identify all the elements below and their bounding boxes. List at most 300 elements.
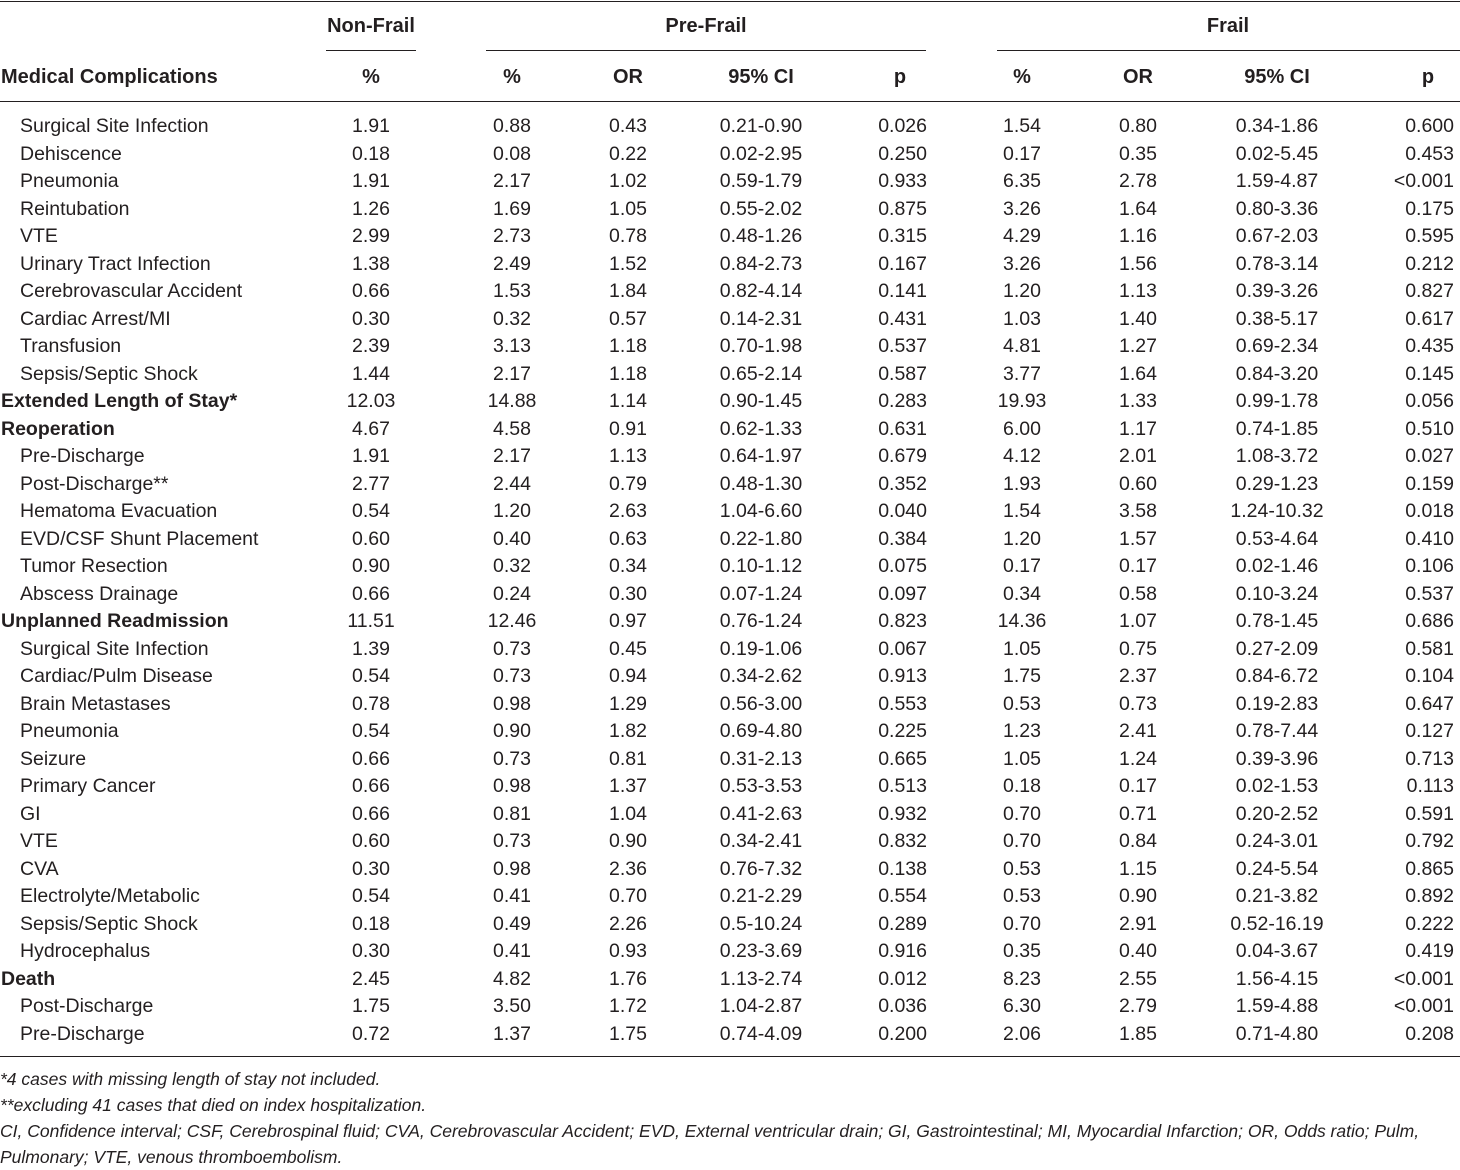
row-label: Pneumonia	[20, 720, 119, 742]
cell-prefrail-pct: 0.41	[493, 940, 531, 962]
cell-prefrail-ci: 0.31-2.13	[719, 747, 803, 770]
cell-prefrail-ci: 1.04-6.60	[719, 500, 803, 522]
cell-frail-pct: 0.53	[1003, 857, 1041, 880]
cell-prefrail-pct: 2.49	[493, 252, 531, 275]
cell-frail-p: 0.222	[1405, 912, 1454, 935]
column-header-f-ci: 95% CI	[1244, 66, 1310, 88]
cell-nonfrail-pct: 0.30	[352, 940, 390, 962]
cell-nonfrail-pct: 0.60	[352, 527, 390, 550]
cell-prefrail-or: 1.82	[609, 720, 647, 742]
cell-nonfrail-pct: 0.30	[352, 307, 390, 330]
cell-frail-or: 1.13	[1119, 280, 1157, 302]
cell-prefrail-or: 0.43	[609, 115, 647, 137]
cell-nonfrail-pct: 1.91	[352, 445, 390, 467]
column-header-pf-p: p	[893, 66, 907, 88]
table-row	[0, 912, 1460, 940]
cell-frail-pct: 0.34	[1003, 582, 1041, 605]
cell-frail-p: 0.686	[1405, 610, 1454, 632]
cell-frail-p: 0.892	[1405, 885, 1454, 907]
cell-frail-pct: 6.35	[1003, 170, 1041, 192]
row-label: Tumor Resection	[20, 555, 168, 577]
cell-prefrail-pct: 0.88	[493, 115, 531, 137]
row-label: Extended Length of Stay*	[1, 390, 238, 412]
cell-prefrail-or: 1.75	[609, 1022, 647, 1045]
cell-frail-ci: 0.78-1.45	[1235, 610, 1319, 632]
cell-prefrail-pct: 0.98	[493, 775, 531, 797]
cell-prefrail-or: 1.05	[609, 197, 647, 220]
cell-prefrail-ci: 0.48-1.30	[719, 472, 803, 495]
cell-prefrail-pct: 2.44	[493, 472, 531, 495]
cell-frail-or: 0.73	[1119, 692, 1157, 715]
row-label: Pre-Discharge	[20, 1022, 145, 1045]
cell-frail-ci: 0.69-2.34	[1235, 335, 1319, 357]
cell-prefrail-p: 0.225	[878, 720, 927, 742]
cell-prefrail-ci: 1.13-2.74	[719, 967, 803, 990]
cell-nonfrail-pct: 4.67	[352, 417, 390, 440]
cell-frail-ci: 0.84-3.20	[1235, 362, 1319, 385]
cell-frail-p: 0.713	[1405, 747, 1454, 770]
cell-prefrail-or: 0.97	[609, 610, 647, 632]
table-row	[0, 747, 1460, 775]
cell-prefrail-ci: 0.55-2.02	[719, 197, 803, 220]
cell-frail-p: 0.410	[1405, 527, 1454, 550]
cell-prefrail-or: 1.13	[609, 445, 647, 467]
row-label: Pre-Discharge	[20, 445, 145, 467]
cell-prefrail-p: 0.665	[878, 747, 927, 770]
cell-prefrail-or: 0.94	[609, 665, 647, 687]
cell-prefrail-p: 0.933	[878, 170, 927, 192]
row-label: Hydrocephalus	[20, 940, 151, 962]
cell-prefrail-or: 0.30	[609, 582, 647, 605]
row-label: Abscess Drainage	[20, 582, 179, 605]
cell-nonfrail-pct: 2.45	[352, 967, 390, 990]
column-header-pf-or: OR	[613, 66, 643, 88]
cell-frail-pct: 19.93	[997, 390, 1047, 412]
cell-prefrail-ci: 0.21-0.90	[719, 115, 803, 137]
cell-frail-p: 0.510	[1405, 417, 1454, 440]
cell-prefrail-p: 0.315	[878, 225, 927, 247]
cell-prefrail-p: 0.026	[878, 115, 927, 137]
cell-frail-pct: 1.54	[1003, 115, 1041, 137]
cell-nonfrail-pct: 0.78	[352, 692, 390, 715]
cell-nonfrail-pct: 0.54	[352, 500, 390, 522]
cell-frail-p: 0.581	[1405, 637, 1454, 660]
table-row	[0, 224, 1460, 252]
cell-prefrail-ci: 0.74-4.09	[719, 1022, 803, 1045]
cell-prefrail-or: 0.34	[609, 555, 647, 577]
group-underline-pre-frail	[486, 50, 926, 51]
cell-frail-pct: 0.17	[1003, 142, 1041, 165]
cell-prefrail-p: 0.916	[878, 940, 927, 962]
cell-frail-or: 0.84	[1119, 830, 1157, 852]
cell-frail-p: 0.617	[1405, 307, 1454, 330]
cell-frail-p: <0.001	[1393, 170, 1454, 192]
cell-prefrail-pct: 12.46	[487, 610, 537, 632]
row-label: Reoperation	[1, 417, 115, 440]
table-row	[0, 719, 1460, 747]
cell-frail-p: 0.113	[1406, 775, 1454, 797]
cell-prefrail-ci: 0.53-3.53	[719, 775, 803, 797]
cell-prefrail-ci: 1.04-2.87	[719, 995, 803, 1017]
cell-frail-pct: 14.36	[997, 610, 1047, 632]
cell-frail-ci: 0.10-3.24	[1235, 582, 1319, 605]
cell-frail-pct: 3.77	[1003, 362, 1041, 385]
row-label: Pneumonia	[20, 170, 119, 192]
cell-prefrail-p: 0.352	[878, 472, 927, 495]
cell-prefrail-or: 0.45	[609, 637, 647, 660]
cell-nonfrail-pct: 0.60	[352, 830, 390, 852]
cell-prefrail-p: 0.012	[878, 967, 927, 990]
cell-nonfrail-pct: 1.91	[352, 115, 390, 137]
table-row	[0, 857, 1460, 885]
cell-frail-p: 0.591	[1405, 802, 1454, 825]
cell-nonfrail-pct: 1.75	[352, 995, 390, 1017]
cell-frail-ci: 0.84-6.72	[1235, 665, 1319, 687]
cell-frail-pct: 3.26	[1003, 252, 1041, 275]
cell-frail-p: 0.104	[1405, 665, 1454, 687]
cell-prefrail-or: 1.29	[609, 692, 647, 715]
column-header-f-or: OR	[1123, 66, 1153, 88]
footnote-length-of-stay: *4 cases with missing length of stay not included.	[0, 1069, 381, 1089]
cell-prefrail-pct: 2.17	[493, 445, 531, 467]
cell-nonfrail-pct: 0.54	[352, 665, 390, 687]
row-label: Primary Cancer	[20, 775, 156, 797]
cell-frail-pct: 0.53	[1003, 885, 1041, 907]
cell-prefrail-p: 0.097	[878, 582, 927, 605]
table-row	[0, 334, 1460, 362]
table-row	[0, 884, 1460, 912]
cell-prefrail-p: 0.138	[878, 857, 927, 880]
cell-nonfrail-pct: 1.38	[352, 252, 390, 275]
cell-nonfrail-pct: 2.39	[352, 335, 390, 357]
cell-nonfrail-pct: 0.72	[352, 1022, 390, 1045]
cell-prefrail-pct: 14.88	[487, 390, 537, 412]
cell-nonfrail-pct: 0.54	[352, 885, 390, 907]
row-label: Seizure	[20, 747, 87, 770]
cell-frail-pct: 1.05	[1003, 637, 1041, 660]
group-header-non-frail: Non-Frail	[327, 15, 415, 37]
cell-prefrail-or: 1.37	[609, 775, 647, 797]
cell-frail-p: 0.600	[1405, 115, 1454, 137]
cell-prefrail-ci: 0.82-4.14	[719, 280, 803, 302]
row-label: CVA	[20, 857, 59, 880]
cell-frail-p: 0.159	[1405, 472, 1454, 495]
cell-frail-ci: 0.74-1.85	[1235, 417, 1319, 440]
cell-frail-p: 0.595	[1405, 225, 1454, 247]
cell-frail-p: 0.145	[1405, 362, 1454, 385]
cell-prefrail-or: 0.57	[609, 307, 647, 330]
cell-frail-ci: 0.78-3.14	[1235, 252, 1319, 275]
cell-frail-or: 2.91	[1119, 912, 1157, 935]
cell-prefrail-ci: 0.90-1.45	[719, 390, 803, 412]
cell-prefrail-pct: 3.13	[493, 335, 531, 357]
cell-prefrail-ci: 0.5-10.24	[719, 912, 803, 935]
row-label: Cardiac/Pulm Disease	[20, 665, 213, 687]
cell-prefrail-p: 0.587	[878, 362, 927, 385]
cell-frail-or: 0.90	[1119, 885, 1157, 907]
cell-nonfrail-pct: 0.66	[352, 775, 390, 797]
group-header-frail: Frail	[1206, 15, 1250, 37]
cell-prefrail-ci: 0.41-2.63	[719, 802, 803, 825]
cell-frail-or: 0.40	[1119, 940, 1157, 962]
cell-prefrail-ci: 0.64-1.97	[719, 445, 803, 467]
cell-frail-p: 0.419	[1405, 940, 1454, 962]
row-label: Reintubation	[20, 197, 130, 220]
cell-frail-ci: 0.78-7.44	[1235, 720, 1319, 742]
cell-prefrail-p: 0.823	[878, 610, 927, 632]
cell-prefrail-ci: 0.14-2.31	[719, 307, 803, 330]
cell-prefrail-p: 0.431	[878, 307, 927, 330]
cell-nonfrail-pct: 0.66	[352, 280, 390, 302]
cell-frail-p: 0.212	[1405, 252, 1454, 275]
cell-nonfrail-pct: 0.90	[352, 555, 390, 577]
cell-prefrail-pct: 0.73	[493, 637, 531, 660]
cell-frail-pct: 0.35	[1003, 940, 1041, 962]
cell-nonfrail-pct: 0.66	[352, 802, 390, 825]
cell-prefrail-pct: 1.37	[493, 1022, 531, 1045]
cell-frail-p: 0.106	[1405, 555, 1454, 577]
cell-prefrail-ci: 0.21-2.29	[719, 885, 803, 907]
cell-frail-or: 0.17	[1119, 555, 1157, 577]
row-label: Cerebrovascular Accident	[20, 280, 243, 302]
cell-nonfrail-pct: 11.51	[347, 610, 395, 632]
cell-frail-or: 1.24	[1119, 747, 1157, 770]
cell-prefrail-or: 2.63	[609, 500, 647, 522]
cell-frail-ci: 0.53-4.64	[1235, 527, 1319, 550]
cell-frail-or: 0.60	[1119, 472, 1157, 495]
cell-prefrail-pct: 1.20	[493, 500, 531, 522]
cell-prefrail-p: 0.553	[878, 692, 927, 715]
row-label: Electrolyte/Metabolic	[20, 885, 200, 907]
cell-nonfrail-pct: 0.66	[352, 582, 390, 605]
cell-prefrail-ci: 0.48-1.26	[719, 225, 803, 247]
cell-prefrail-p: 0.513	[878, 775, 927, 797]
cell-frail-ci: 0.27-2.09	[1235, 637, 1319, 660]
column-header-pf-pct: %	[503, 66, 521, 88]
table-row	[0, 994, 1460, 1022]
cell-nonfrail-pct: 0.18	[352, 912, 390, 935]
cell-prefrail-or: 1.72	[609, 995, 647, 1017]
cell-frail-p: 0.647	[1405, 692, 1454, 715]
cell-frail-or: 1.27	[1119, 335, 1157, 357]
cell-prefrail-pct: 0.73	[493, 747, 531, 770]
cell-frail-ci: 0.67-2.03	[1235, 225, 1319, 247]
cell-prefrail-or: 0.79	[609, 472, 647, 495]
table-row	[0, 802, 1460, 830]
cell-prefrail-p: 0.537	[878, 335, 927, 357]
cell-prefrail-pct: 4.82	[493, 967, 531, 990]
cell-frail-ci: 1.24-10.32	[1230, 500, 1324, 522]
cell-prefrail-ci: 0.62-1.33	[719, 417, 803, 440]
table-row	[0, 664, 1460, 692]
cell-frail-ci: 0.04-3.67	[1235, 940, 1319, 962]
cell-frail-pct: 2.06	[1003, 1022, 1041, 1045]
cell-frail-or: 0.75	[1119, 637, 1157, 660]
cell-prefrail-pct: 0.81	[493, 802, 531, 825]
row-label: Hematoma Evacuation	[20, 500, 218, 522]
cell-frail-p: 0.435	[1405, 335, 1454, 357]
column-header-f-p: p	[1421, 66, 1435, 88]
cell-prefrail-or: 2.36	[609, 857, 647, 880]
column-header-f-pct: %	[1013, 66, 1031, 88]
cell-frail-ci: 0.38-5.17	[1235, 307, 1319, 330]
row-label: Post-Discharge	[20, 995, 154, 1017]
cell-prefrail-or: 2.26	[609, 912, 647, 935]
cell-prefrail-p: 0.167	[878, 252, 927, 275]
cell-prefrail-pct: 0.32	[493, 555, 531, 577]
row-label: Sepsis/Septic Shock	[20, 912, 198, 935]
cell-prefrail-p: 0.832	[878, 830, 927, 852]
cell-prefrail-or: 0.81	[609, 747, 647, 770]
table-row	[0, 829, 1460, 857]
cell-nonfrail-pct: 1.26	[352, 197, 390, 220]
cell-prefrail-pct: 1.69	[493, 197, 531, 220]
cell-frail-pct: 0.70	[1003, 912, 1041, 935]
cell-nonfrail-pct: 0.18	[352, 142, 390, 165]
cell-frail-or: 1.16	[1119, 225, 1157, 247]
cell-frail-p: 0.453	[1405, 142, 1454, 165]
cell-prefrail-pct: 0.73	[493, 830, 531, 852]
cell-frail-or: 1.17	[1119, 417, 1157, 440]
cell-nonfrail-pct: 2.99	[352, 225, 390, 247]
cell-nonfrail-pct: 0.54	[352, 720, 390, 742]
cell-frail-ci: 0.39-3.26	[1235, 280, 1319, 302]
cell-prefrail-or: 0.63	[609, 527, 647, 550]
table-row	[0, 1022, 1460, 1050]
table-row	[0, 444, 1460, 472]
table-top-rule	[0, 1, 1460, 2]
cell-frail-pct: 4.29	[1003, 225, 1041, 247]
cell-prefrail-pct: 0.98	[493, 857, 531, 880]
cell-frail-pct: 6.30	[1003, 995, 1041, 1017]
row-label: Surgical Site Infection	[20, 637, 209, 660]
row-label: EVD/CSF Shunt Placement	[20, 527, 259, 550]
cell-frail-or: 2.37	[1119, 665, 1157, 687]
cell-prefrail-p: 0.040	[878, 500, 927, 522]
cell-prefrail-p: 0.631	[878, 417, 927, 440]
cell-frail-or: 1.57	[1119, 527, 1157, 550]
row-label: Unplanned Readmission	[1, 610, 229, 632]
cell-prefrail-ci: 0.69-4.80	[719, 720, 803, 742]
cell-prefrail-or: 0.70	[609, 885, 647, 907]
cell-prefrail-pct: 1.53	[493, 280, 531, 302]
cell-prefrail-ci: 0.84-2.73	[719, 252, 803, 275]
cell-prefrail-p: 0.554	[878, 885, 927, 907]
cell-frail-ci: 0.80-3.36	[1235, 197, 1319, 220]
cell-frail-pct: 0.53	[1003, 692, 1041, 715]
column-header-pf-ci: 95% CI	[728, 66, 794, 88]
cell-prefrail-pct: 0.08	[493, 142, 531, 165]
cell-prefrail-p: 0.283	[878, 390, 927, 412]
cell-frail-or: 0.58	[1119, 582, 1157, 605]
row-label: GI	[20, 802, 41, 825]
cell-frail-ci: 0.71-4.80	[1235, 1022, 1319, 1045]
cell-frail-or: 3.58	[1119, 500, 1157, 522]
cell-prefrail-or: 0.91	[609, 417, 647, 440]
cell-frail-or: 2.55	[1119, 967, 1157, 990]
cell-nonfrail-pct: 0.30	[352, 857, 390, 880]
cell-prefrail-pct: 4.58	[493, 417, 531, 440]
cell-frail-ci: 0.02-1.46	[1235, 555, 1319, 577]
row-label: Post-Discharge**	[20, 472, 169, 495]
cell-prefrail-or: 1.52	[609, 252, 647, 275]
cell-prefrail-pct: 0.49	[493, 912, 531, 935]
cell-frail-pct: 1.93	[1003, 472, 1041, 495]
table-row	[0, 142, 1460, 170]
cell-frail-pct: 6.00	[1003, 417, 1041, 440]
table-row	[0, 252, 1460, 280]
cell-frail-or: 1.56	[1119, 252, 1157, 275]
column-header-label: Medical Complications	[1, 66, 218, 88]
table-row	[0, 197, 1460, 225]
cell-prefrail-or: 1.18	[609, 362, 647, 385]
cell-frail-ci: 1.59-4.87	[1235, 170, 1319, 192]
cell-prefrail-p: 0.679	[878, 445, 927, 467]
cell-frail-or: 1.64	[1119, 362, 1157, 385]
cell-frail-pct: 0.17	[1003, 555, 1041, 577]
group-header-pre-frail: Pre-Frail	[665, 15, 747, 37]
cell-prefrail-ci: 0.76-1.24	[719, 610, 803, 632]
cell-frail-ci: 1.08-3.72	[1235, 445, 1319, 467]
cell-prefrail-or: 1.84	[609, 280, 647, 302]
cell-prefrail-pct: 2.17	[493, 170, 531, 192]
cell-prefrail-or: 0.78	[609, 225, 647, 247]
row-label: Urinary Tract Infection	[20, 252, 211, 275]
cell-frail-pct: 1.03	[1003, 307, 1041, 330]
table-row	[0, 637, 1460, 665]
cell-frail-or: 1.07	[1119, 610, 1157, 632]
cell-frail-or: 0.71	[1119, 802, 1157, 825]
table-row	[0, 554, 1460, 582]
table-row	[0, 389, 1460, 417]
table-row	[0, 609, 1460, 637]
cell-frail-p: 0.027	[1405, 445, 1454, 467]
table-row	[0, 582, 1460, 610]
cell-prefrail-ci: 0.23-3.69	[719, 940, 803, 962]
row-label: Dehiscence	[20, 142, 122, 165]
cell-prefrail-ci: 0.59-1.79	[719, 170, 803, 192]
table-row	[0, 967, 1460, 995]
cell-prefrail-p: 0.913	[878, 665, 927, 687]
cell-nonfrail-pct: 12.03	[346, 390, 396, 412]
cell-prefrail-ci: 0.10-1.12	[719, 555, 803, 577]
cell-frail-or: 2.79	[1119, 995, 1157, 1017]
table-row	[0, 774, 1460, 802]
cell-frail-p: 0.018	[1405, 500, 1454, 522]
cell-prefrail-pct: 0.32	[493, 307, 531, 330]
cell-prefrail-pct: 0.73	[493, 665, 531, 687]
cell-prefrail-ci: 0.70-1.98	[719, 335, 803, 357]
cell-frail-p: 0.792	[1405, 830, 1454, 852]
table-row	[0, 169, 1460, 197]
row-label: Sepsis/Septic Shock	[20, 362, 198, 385]
cell-prefrail-p: 0.250	[878, 142, 927, 165]
cell-frail-ci: 0.39-3.96	[1235, 747, 1319, 770]
cell-prefrail-or: 1.76	[609, 967, 647, 990]
cell-frail-p: 0.865	[1405, 857, 1454, 880]
cell-frail-ci: 0.29-1.23	[1235, 472, 1319, 495]
cell-frail-ci: 0.02-1.53	[1235, 775, 1319, 797]
cell-prefrail-or: 1.14	[609, 390, 647, 412]
cell-frail-p: 0.056	[1405, 390, 1454, 412]
footnote-abbreviations-cont: Pulmonary; VTE, venous thromboembolism.	[0, 1147, 343, 1167]
cell-frail-ci: 0.24-3.01	[1235, 830, 1319, 852]
cell-frail-pct: 1.20	[1003, 527, 1041, 550]
cell-prefrail-ci: 0.34-2.41	[719, 830, 803, 852]
cell-frail-pct: 1.05	[1003, 747, 1041, 770]
cell-frail-or: 1.33	[1119, 390, 1157, 412]
cell-prefrail-or: 1.04	[609, 802, 647, 825]
